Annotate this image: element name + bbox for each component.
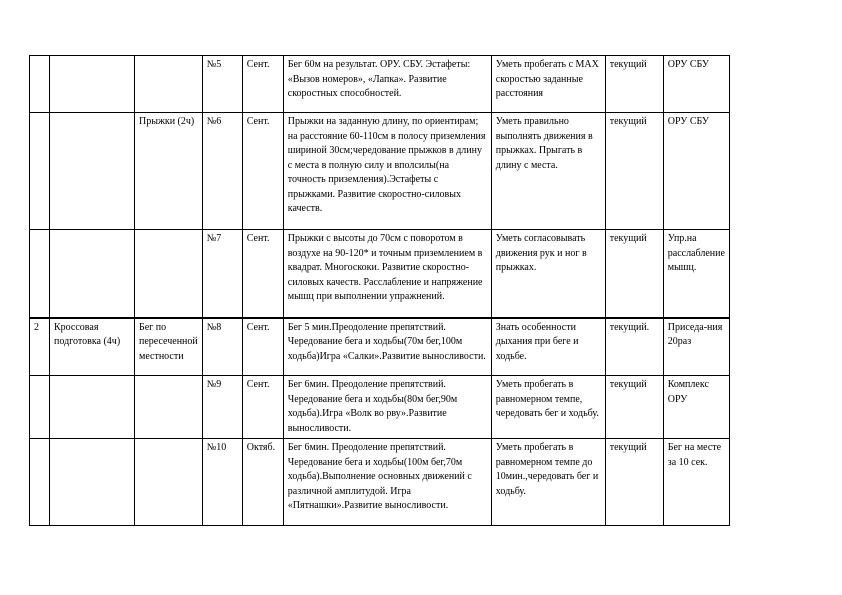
lesson-plan-table <box>29 55 730 526</box>
homework-cell: Приседа-ния 20раз <box>663 318 729 376</box>
lesson-number-cell: №9 <box>202 376 242 439</box>
row-number-cell <box>30 376 50 439</box>
subsection-cell <box>135 56 203 113</box>
lesson-content-cell: Прыжки с высоты до 70см с поворотом в воздухе на 90-120* и точным приземлением в квадрат. Многоскоки. Развитие скоростно-силовых качеств. Расслабление и напряжение мышц при выполнении упражнений. <box>283 230 491 318</box>
lesson-number-cell: №10 <box>202 439 242 526</box>
control-type-cell: текущий <box>605 113 663 230</box>
lesson-content-cell: Бег 5 мин.Преодоление препятствий. Чередование бега и ходьбы(70м бег,100м ходьба)Игра «Салки».Развитие выносливости. <box>283 318 491 376</box>
requirement-cell: Уметь пробегать в равномерном темпе до 10мин.,чередовать бег и ходьбу. <box>491 439 605 526</box>
section-cell <box>50 230 135 318</box>
homework-cell: ОРУ СБУ <box>663 56 729 113</box>
table-row <box>30 439 730 526</box>
month-cell: Сент. <box>242 56 283 113</box>
lesson-number-cell: №8 <box>202 318 242 376</box>
control-type-cell: текущий. <box>605 318 663 376</box>
control-type-cell: текущий <box>605 439 663 526</box>
month-cell: Сент. <box>242 376 283 439</box>
row-number-cell: 2 <box>30 318 50 376</box>
subsection-cell <box>135 439 203 526</box>
lesson-number-cell: №5 <box>202 56 242 113</box>
month-cell: Октяб. <box>242 439 283 526</box>
month-cell: Сент. <box>242 113 283 230</box>
table-row <box>30 56 730 113</box>
month-cell: Сент. <box>242 230 283 318</box>
table-row <box>30 318 730 376</box>
lesson-content-cell: Бег 6мин. Преодоление препятствий. Чередование бега и ходьбы(80м бег,90м ходьба).Игра «Волк во рву».Развитие выносливости. <box>283 376 491 439</box>
requirement-cell: Уметь согласовывать движения рук и ног в прыжках. <box>491 230 605 318</box>
table-row <box>30 230 730 318</box>
row-number-cell <box>30 230 50 318</box>
requirement-cell: Уметь пробегать с MAX скоростью заданные расстояния <box>491 56 605 113</box>
homework-cell: Комплекс ОРУ <box>663 376 729 439</box>
homework-cell: Бег на месте за 10 сек. <box>663 439 729 526</box>
table-row <box>30 113 730 230</box>
homework-cell: Упр.на расслабление мышц. <box>663 230 729 318</box>
section-cell: Кроссовая подготовка (4ч) <box>50 318 135 376</box>
control-type-cell: текущий <box>605 56 663 113</box>
lesson-content-cell: Прыжки на заданную длину, по ориентирам; на расстояние 60-110см в полосу приземления шириной 30см;чередование прыжков в длину с места в полную силу и вполсилы(на точность приземления).Эстафеты с прыжками. Развитие скоростно-силовых качеств. <box>283 113 491 230</box>
month-cell: Сент. <box>242 318 283 376</box>
lesson-content-cell: Бег 6мин. Преодоление препятствий. Чередование бега и ходьбы(100м бег,70м ходьба).Выполнение основных движений с различной амплитудой. Игра «Пятнашки».Развитие выносливости. <box>283 439 491 526</box>
row-number-cell <box>30 439 50 526</box>
section-cell <box>50 56 135 113</box>
control-type-cell: текущий <box>605 230 663 318</box>
table-row <box>30 376 730 439</box>
homework-cell: ОРУ СБУ <box>663 113 729 230</box>
requirement-cell: Уметь правильно выполнять движения в прыжках. Прыгать в длину с места. <box>491 113 605 230</box>
requirement-cell: Знать особенности дыхания при беге и ходьбе. <box>491 318 605 376</box>
control-type-cell: текущий <box>605 376 663 439</box>
lesson-number-cell: №7 <box>202 230 242 318</box>
section-cell <box>50 439 135 526</box>
lesson-number-cell: №6 <box>202 113 242 230</box>
section-cell <box>50 376 135 439</box>
subsection-cell <box>135 376 203 439</box>
lesson-content-cell: Бег 60м на результат. ОРУ. СБУ. Эстафеты: «Вызов номеров», «Лапка». Развитие скоростных способностей. <box>283 56 491 113</box>
subsection-cell: Бег по пересеченной местности <box>135 318 203 376</box>
row-number-cell <box>30 113 50 230</box>
subsection-cell: Прыжки (2ч) <box>135 113 203 230</box>
section-cell <box>50 113 135 230</box>
subsection-cell <box>135 230 203 318</box>
requirement-cell: Уметь пробегать в равномерном темпе, чередовать бег и ходьбу. <box>491 376 605 439</box>
row-number-cell <box>30 56 50 113</box>
